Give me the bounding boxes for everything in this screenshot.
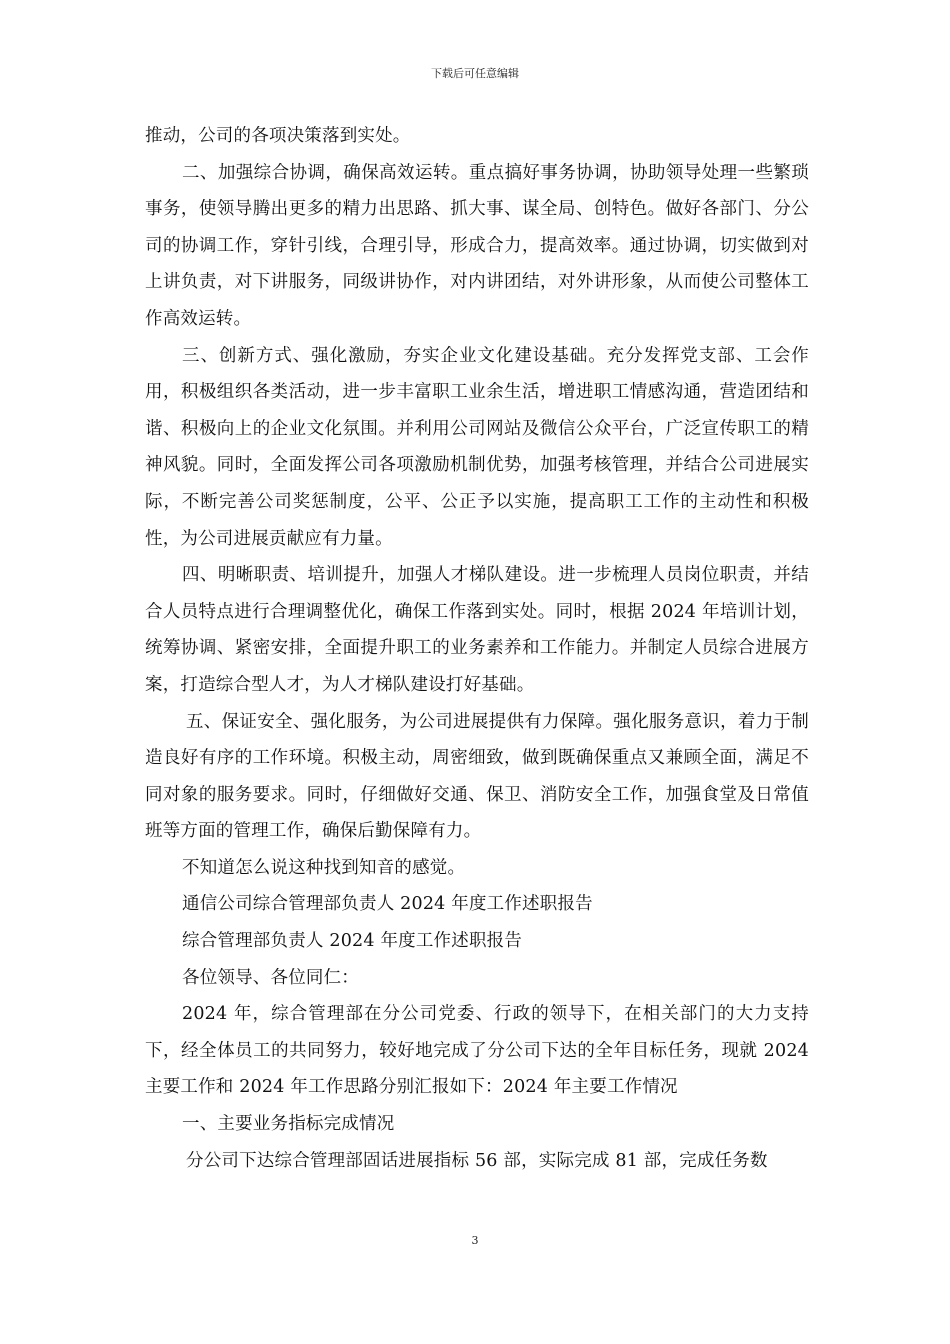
section-heading-1: 一、主要业务指标完成情况 <box>182 1114 395 1135</box>
paragraph-section-3: 三、创新方式、强化激励，夯实企业文化建设基础。充分发挥党支部、工会作用，积极组织各类活动，进一步丰富职工业余生活，增进职工情感沟通，营造团结和谐、积极向上的企业文化氛围。并利用公司网站及微信公众平台，广泛宣传职工的精神风貌。同时，全面发挥公司各项激励机制优势，加强考核管理，并结合公司进展实际，不断完善公司奖惩制度，公平、公正予以实施，提高职工工作的主动性和积极性，为公司进展贡献应有力量。 <box>145 345 809 549</box>
page-number: 3 <box>471 1234 479 1247</box>
salutation: 各位领导、各位同仁： <box>182 967 359 988</box>
paragraph-continuation: 推动，公司的各项决策落到实处。 <box>145 126 411 146</box>
report-title: 通信公司综合管理部负责人 2024 年度工作述职报告 <box>182 894 593 915</box>
document-body <box>145 118 809 1179</box>
paragraph-section-5: 五、保证安全、强化服务，为公司进展提供有力保障。强化服务意识，着力于制造良好有序的工作环境。积极主动，周密细致，做到既确保重点又兼顾全面，满足不同对象的服务要求。同时，仔细做好交通、保卫、消防安全工作，加强食堂及日常值班等方面的管理工作，确保后勤保障有力。 <box>145 711 809 842</box>
paragraph-indicators: 分公司下达综合管理部固话进展指标 56 部，实际完成 81 部，完成任务数 <box>186 1150 768 1171</box>
paragraph-remark: 不知道怎么说这种找到知音的感觉。 <box>182 857 466 878</box>
paragraph-intro: 2024 年，综合管理部在分公司党委、行政的领导下，在相关部门的大力支持下，经全体员工的共同努力，较好地完成了分公司下达的全年目标任务，现就 2024 主要工作和 2024 年工作思路分别汇报如下：2024 年主要工作情况 <box>145 1004 809 1098</box>
paragraph-section-4: 四、明晰职责、培训提升，加强人才梯队建设。进一步梳理人员岗位职责，并结合人员特点进行合理调整优化，确保工作落到实处。同时，根据 2024 年培训计划，统筹协调、紧密安排，全面提升职工的业务素养和工作能力。并制定人员综合进展方案，打造综合型人才，为人才梯队建设打好基础。 <box>145 565 809 695</box>
report-subtitle: 综合管理部负责人 2024 年度工作述职报告 <box>182 931 523 952</box>
page-header: 下载后可任意编辑 <box>431 67 519 80</box>
paragraph-section-2: 二、加强综合协调，确保高效运转。重点搞好事务协调，协助领导处理一些繁琐事务，使领导腾出更多的精力出思路、抓大事、谋全局、创特色。做好各部门、分公司的协调工作，穿针引线，合理引导，形成合力，提高效率。通过协调，切实做到对上讲负责，对下讲服务，同级讲协作，对内讲团结，对外讲形象，从而使公司整体工作高效运转。 <box>145 162 809 329</box>
